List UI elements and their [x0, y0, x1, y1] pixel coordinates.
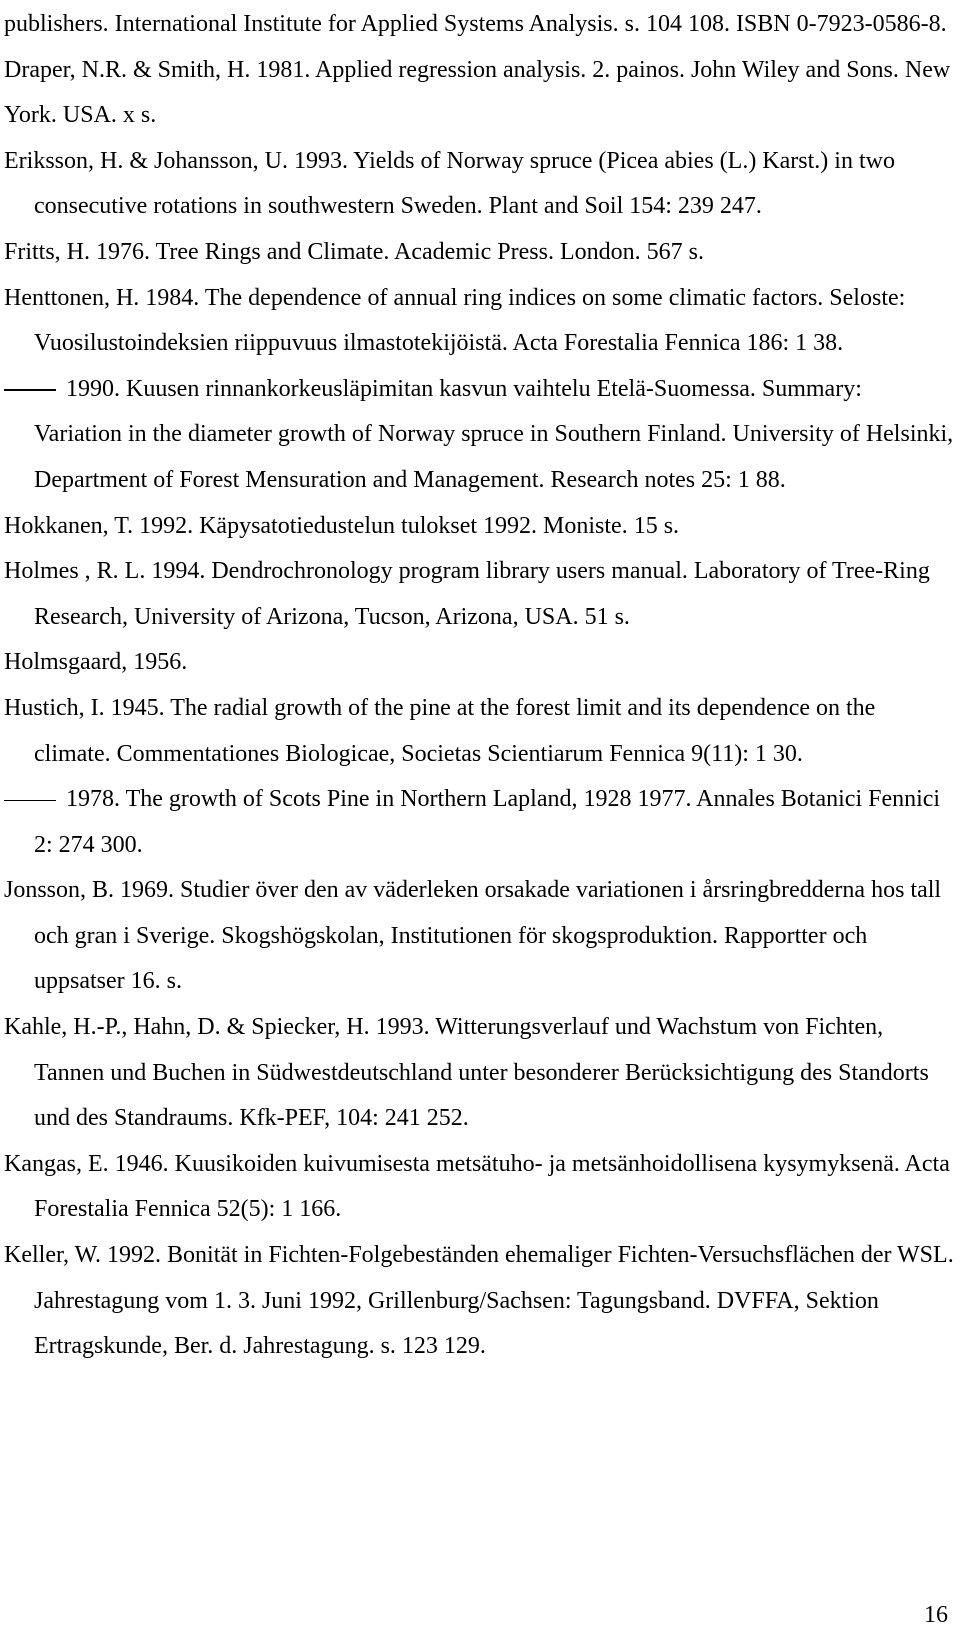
- reference-entry: [4, 2, 954, 48]
- reference-text: Hokkanen, T. 1992. Käpysatotiedustelun tulokset 1992. Moniste. 15 s.: [4, 512, 680, 539]
- reference-entry: [4, 48, 954, 139]
- reference-entry: [4, 139, 954, 230]
- reference-entry: [4, 640, 954, 686]
- reference-text: Holmsgaard, 1956.: [4, 649, 188, 676]
- reference-entry: [4, 868, 954, 1005]
- reference-entry: [4, 276, 954, 367]
- reference-list: [4, 2, 954, 1370]
- reference-text: Henttonen, H. 1984. The dependence of annual ring indices on some climatic factors. Seloste: Vuosilustoindeksien riippuvuus ilmastotekijöistä. Acta Forestalia Fennica 186: 1 38.: [4, 284, 906, 357]
- reference-text: 1990. Kuusen rinnankorkeusläpimitan kasvun vaihtelu Etelä-Suomessa. Summary: Variation in the diameter growth of Norway spruce in Southern Finland. University of Helsinki, Department of Forest Mensuration and Management. Research notes 25: 1 88.: [34, 375, 954, 493]
- reference-entry: [4, 1142, 954, 1233]
- reference-entry: [4, 1233, 954, 1370]
- reference-text: Fritts, H. 1976. Tree Rings and Climate. Academic Press. London. 567 s.: [4, 238, 704, 265]
- reference-entry: [4, 504, 954, 550]
- reference-text: 1978. The growth of Scots Pine in Northern Lapland, 1928 1977. Annales Botanici Fennici 2: 274 300.: [34, 786, 941, 858]
- reference-entry: [4, 686, 954, 777]
- ditto-dash: [4, 800, 56, 802]
- reference-entry: [4, 230, 954, 276]
- reference-text: publishers. International Institute for Applied Systems Analysis. s. 104 108. ISBN 0-7923-0586-8.: [4, 11, 947, 37]
- reference-text: Keller, W. 1992. Bonität in Fichten-Folgebeständen ehemaliger Fichten-Versuchsflächen der WSL. Jahrestagung vom 1. 3. Juni 1992, Grillenburg/Sachsen: Tagungsband. DVFFA, Sektion Ertragskunde, Ber. d. Jahrestagung. s. 123 129.: [4, 1242, 954, 1360]
- reference-entry: [4, 549, 954, 640]
- reference-text: Jonsson, B. 1969. Studier över den av väderleken orsakade variationen i årsringbredderna hos tall och gran i Sverige. Skogshögskolan, Institutionen för skogsproduktion. Rapportter och uppsatser 16. s.: [4, 877, 942, 995]
- reference-entry: [4, 777, 954, 868]
- page-number: 16: [924, 1602, 948, 1628]
- reference-entry: [4, 367, 954, 504]
- ditto-dash: [4, 389, 56, 391]
- reference-text: Eriksson, H. & Johansson, U. 1993. Yields of Norway spruce (Picea abies (L.) Karst.) in two consecutive rotations in southwestern Sweden. Plant and Soil 154: 239 247.: [4, 147, 895, 220]
- reference-text: Hustich, I. 1945. The radial growth of the pine at the forest limit and its dependence on the climate. Commentationes Biologicae, Societas Scientiarum Fennica 9(11): 1 30.: [4, 694, 876, 767]
- reference-text: Draper, N.R. & Smith, H. 1981. Applied regression analysis. 2. painos. John Wiley and Sons. New York. USA. x s.: [4, 56, 951, 129]
- reference-text: Holmes , R. L. 1994. Dendrochronology program library users manual. Laboratory of Tree-Ring Research, University of Arizona, Tucson, Arizona, USA. 51 s.: [4, 558, 930, 630]
- reference-text: Kangas, E. 1946. Kuusikoiden kuivumisesta metsätuho- ja metsänhoidollisena kysymyksenä. Acta Forestalia Fennica 52(5): 1 166.: [4, 1150, 950, 1223]
- reference-entry: [4, 1005, 954, 1142]
- reference-text: Kahle, H.-P., Hahn, D. & Spiecker, H. 1993. Witterungsverlauf und Wachstum von Fichten, Tannen und Buchen in Südwestdeutschland unter besonderer Berücksichtigung des Standorts und des Standraums. Kfk-PEF, 104: 241 252.: [4, 1014, 929, 1132]
